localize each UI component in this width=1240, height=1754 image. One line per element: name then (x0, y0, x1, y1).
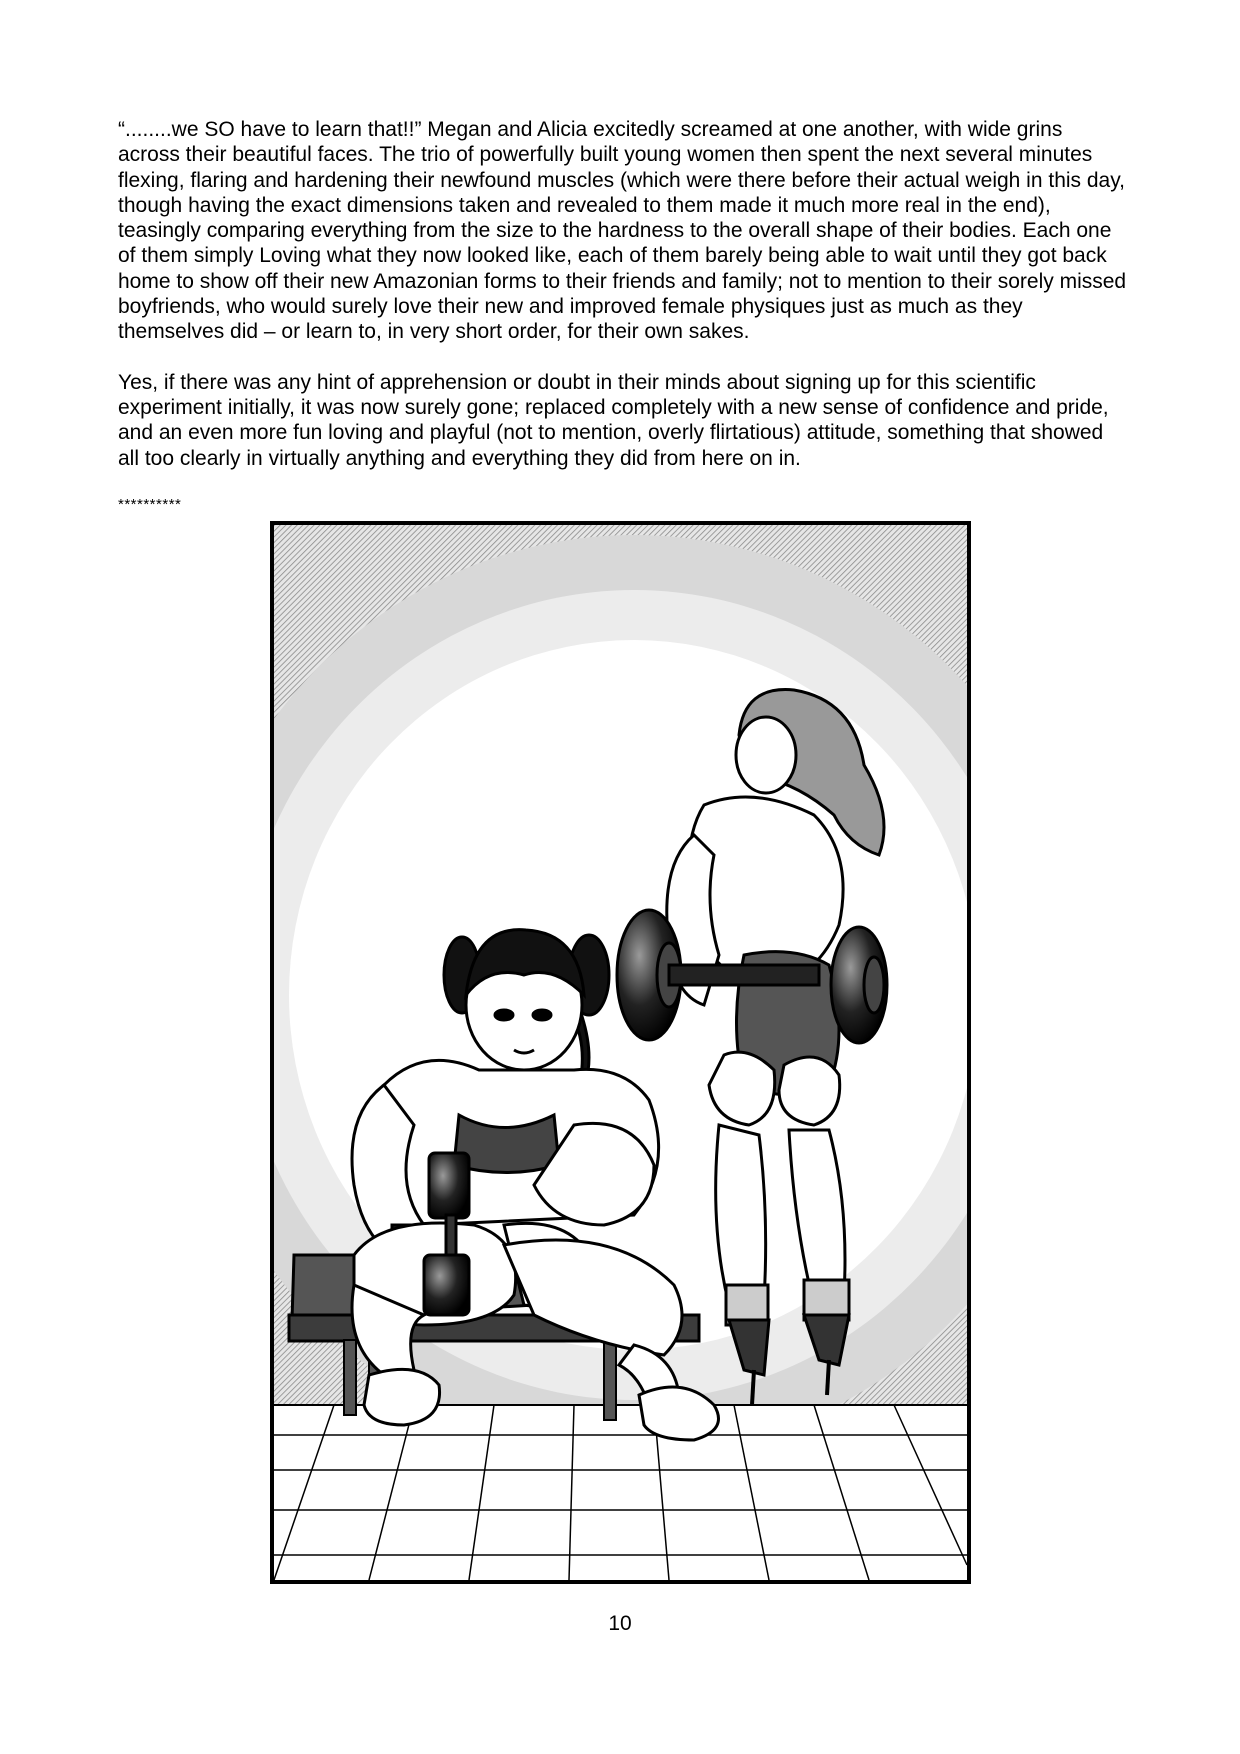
paragraph-2: Yes, if there was any hint of apprehension or doubt in their minds about signing up for this scientific experiment initially, it was now surely gone; replaced completely with a new sense of confidence and pride, and an even more fun loving and playful (not to mention, overly flirtatious) attitude, something that showed all too clearly in virtually anything and everything they did from here on in. (118, 370, 1109, 470)
paragraph-1: “........we SO have to learn that!!” Megan and Alicia excitedly screamed at one another, with wide grins across their beautiful faces. The trio of powerfully built young women then spent the next several minutes flexing, flaring and hardening their newfound muscles (which were there before their actual weigh in this day, though having the exact dimensions taken and revealed to them made it much more real in the end), teasingly comparing everything from the size to the hardness to the overall shape of their bodies. Each one of them simply Loving what they now looked like, each of them barely being able to wait until they got back home to show off their new Amazonian forms to their friends and family; not to mention to their sorely missed boyfriends, who would surely love their new and improved female physiques just as much as they themselves did – or learn to, in very short order, for their own sakes. (118, 118, 1127, 344)
body-text (118, 117, 1128, 496)
comic-illustration (270, 521, 971, 1584)
illustration-svg (274, 525, 967, 1580)
tiled-floor (274, 1405, 967, 1580)
section-separator: ********** (118, 496, 182, 513)
page-number: 10 (608, 1612, 632, 1635)
